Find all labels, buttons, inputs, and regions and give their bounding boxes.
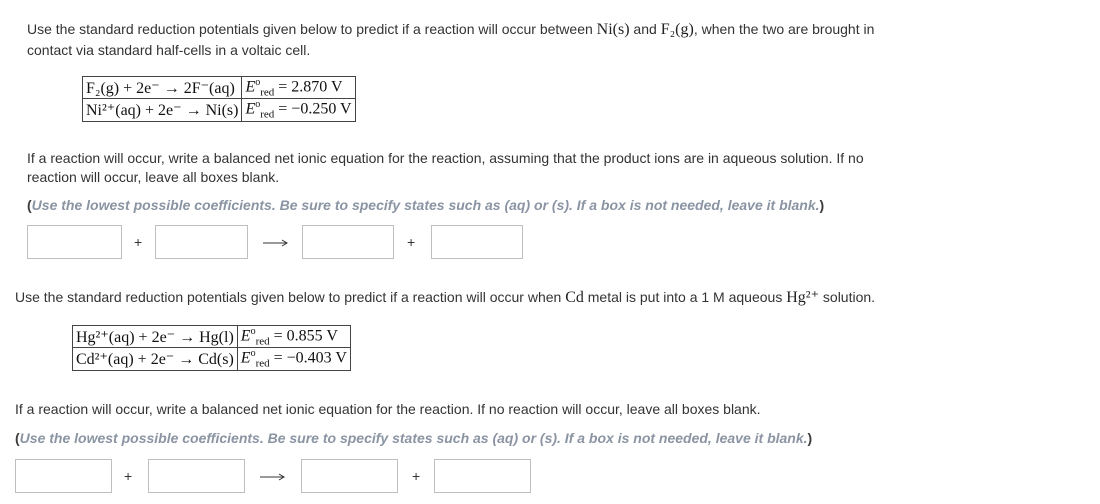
q1-plus-sign: +: [134, 234, 143, 250]
q2-product-2-input[interactable]: [434, 459, 531, 493]
q1-species-ni: Ni(s): [596, 21, 630, 38]
q2-potential: $E^o_{red} = 0.855$ V: [237, 326, 350, 348]
q2-instruction: If a reaction will occur, write a balanced net ionic equation for the reaction. If no reaction will occur, leave all boxes blank.: [15, 401, 761, 417]
q1-half-reaction: Ni²⁺(aq) + 2e⁻ → Ni(s): [83, 99, 242, 121]
q2-reactant-1-input[interactable]: [15, 459, 112, 493]
q1-table-row: [83, 77, 356, 99]
q1-instruction-line-1: If a reaction will occur, write a balanced net ionic equation for the reaction, assuming that the product ions are in aqueous solution. If no: [27, 150, 864, 166]
q1-product-2-input[interactable]: [431, 225, 523, 259]
q1-potential: $E^o_{red} = -0.250$ V: [242, 99, 355, 121]
q1-reactant-1-input[interactable]: [27, 225, 122, 259]
q2-potential: $E^o_{red} = -0.403$ V: [237, 348, 350, 370]
q2-product-1-input[interactable]: [301, 459, 398, 493]
q2-hint: (Use the lowest possible coefficients. Be sure to specify states such as (aq) or (s). If a box is not needed, leave it blank.): [15, 430, 813, 446]
q2-potential-table: [72, 325, 351, 371]
q1-product-1-input[interactable]: [302, 225, 394, 259]
reaction-arrow-icon: [260, 472, 286, 482]
q1-instruction-line-2: reaction will occur, leave all boxes blank.: [27, 169, 280, 185]
q1-half-reaction: F₂(g) + 2e⁻ → 2F⁻(aq): [83, 77, 242, 99]
q2-metal-cd: Cd: [565, 289, 584, 306]
q2-half-reaction: Cd²⁺(aq) + 2e⁻ → Cd(s): [73, 348, 238, 370]
q2-ion-hg: Hg²⁺: [786, 289, 820, 306]
q1-potential: $E^o_{red} = 2.870$ V: [242, 77, 355, 99]
q1-reactant-2-input[interactable]: [155, 225, 248, 259]
reaction-arrow-icon: [263, 238, 289, 248]
q2-half-reaction: Hg²⁺(aq) + 2e⁻ → Hg(l): [73, 326, 238, 348]
q1-hint: (Use the lowest possible coefficients. Be sure to specify states such as (aq) or (s). If a box is not needed, leave it blank.): [27, 197, 825, 213]
q1-table-row: [83, 99, 356, 121]
q2-intro: Use the standard reduction potentials given below to predict if a reaction will occur when Cd metal is put into a 1 M aqueous Hg²⁺ solution.: [15, 289, 876, 306]
q2-table-row: [73, 348, 351, 370]
q2-table-row: [73, 326, 351, 348]
q1-intro-line-2: contact via standard half-cells in a voltaic cell.: [27, 42, 311, 58]
q1-plus-sign: +: [407, 234, 416, 250]
q1-intro-line-1: Use the standard reduction potentials given below to predict if a reaction will occur between Ni(s) and F₂(g), when the two are brought in: [27, 21, 875, 38]
q2-reactant-2-input[interactable]: [148, 459, 245, 493]
q2-plus-sign: +: [124, 468, 133, 484]
q1-potential-table: [82, 76, 356, 122]
q2-plus-sign: +: [412, 468, 421, 484]
q1-species-f2: F₂(g): [660, 21, 694, 38]
